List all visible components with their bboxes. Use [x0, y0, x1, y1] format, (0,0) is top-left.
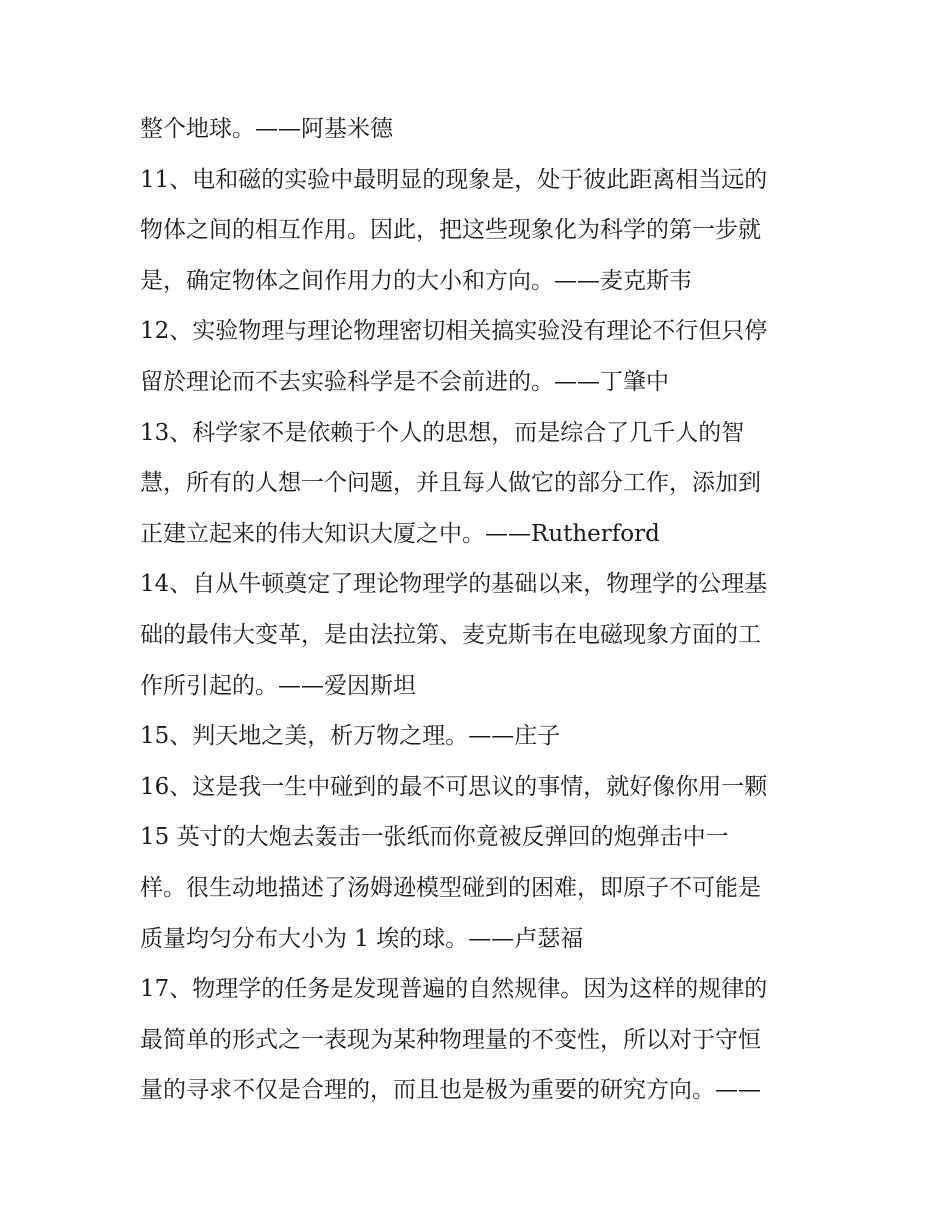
text-line: 作所引起的。——爱因斯坦: [140, 672, 416, 699]
text-line: 13、科学家不是依赖于个人的思想，而是综合了几千人的智: [140, 419, 745, 446]
text-line: 最简单的形式之一表现为某种物理量的不变性，所以对于守恒: [140, 1026, 761, 1053]
text-line: 样。很生动地描述了汤姆逊模型碰到的困难，即原子不可能是: [140, 874, 761, 901]
text-line: 14、自从牛顿奠定了理论物理学的基础以来，物理学的公理基: [140, 571, 768, 598]
quote-text-block: [140, 108, 820, 1120]
text-line: 正建立起来的伟大知识大厦之中。——Rutherford: [140, 520, 660, 547]
text-line: 12、实验物理与理论物理密切相关搞实验没有理论不行但只停: [140, 318, 768, 345]
text-line: 16、这是我一生中碰到的最不可思议的事情，就好像你用一颗: [140, 773, 768, 800]
text-line: 15、判天地之美，析万物之理。——庄子: [140, 723, 561, 750]
text-line: 17、物理学的任务是发现普遍的自然规律。因为这样的规律的: [140, 976, 768, 1003]
text-line: 留於理论而不去实验科学是不会前进的。——丁肇中: [140, 368, 669, 395]
text-line: 11、电和磁的实验中最明显的现象是，处于彼此距离相当远的: [140, 166, 768, 193]
text-line: 15 英寸的大炮去轰击一张纸而你竟被反弹回的炮弹击中一: [140, 824, 729, 851]
text-line: 量的寻求不仅是合理的，而且也是极为重要的研究方向。——: [140, 1077, 761, 1104]
text-line: 慧，所有的人想一个问题，并且每人做它的部分工作，添加到: [140, 470, 761, 497]
text-line: 物体之间的相互作用。因此，把这些现象化为科学的第一步就: [140, 217, 761, 244]
text-line: 质量均匀分布大小为 1 埃的球。——卢瑟福: [140, 925, 584, 952]
text-line: 整个地球。——阿基米德: [140, 116, 393, 142]
text-line: 是，确定物体之间作用力的大小和方向。——麦克斯韦: [140, 267, 692, 294]
text-line: 础的最伟大变革，是由法拉第、麦克斯韦在电磁现象方面的工: [140, 621, 761, 648]
